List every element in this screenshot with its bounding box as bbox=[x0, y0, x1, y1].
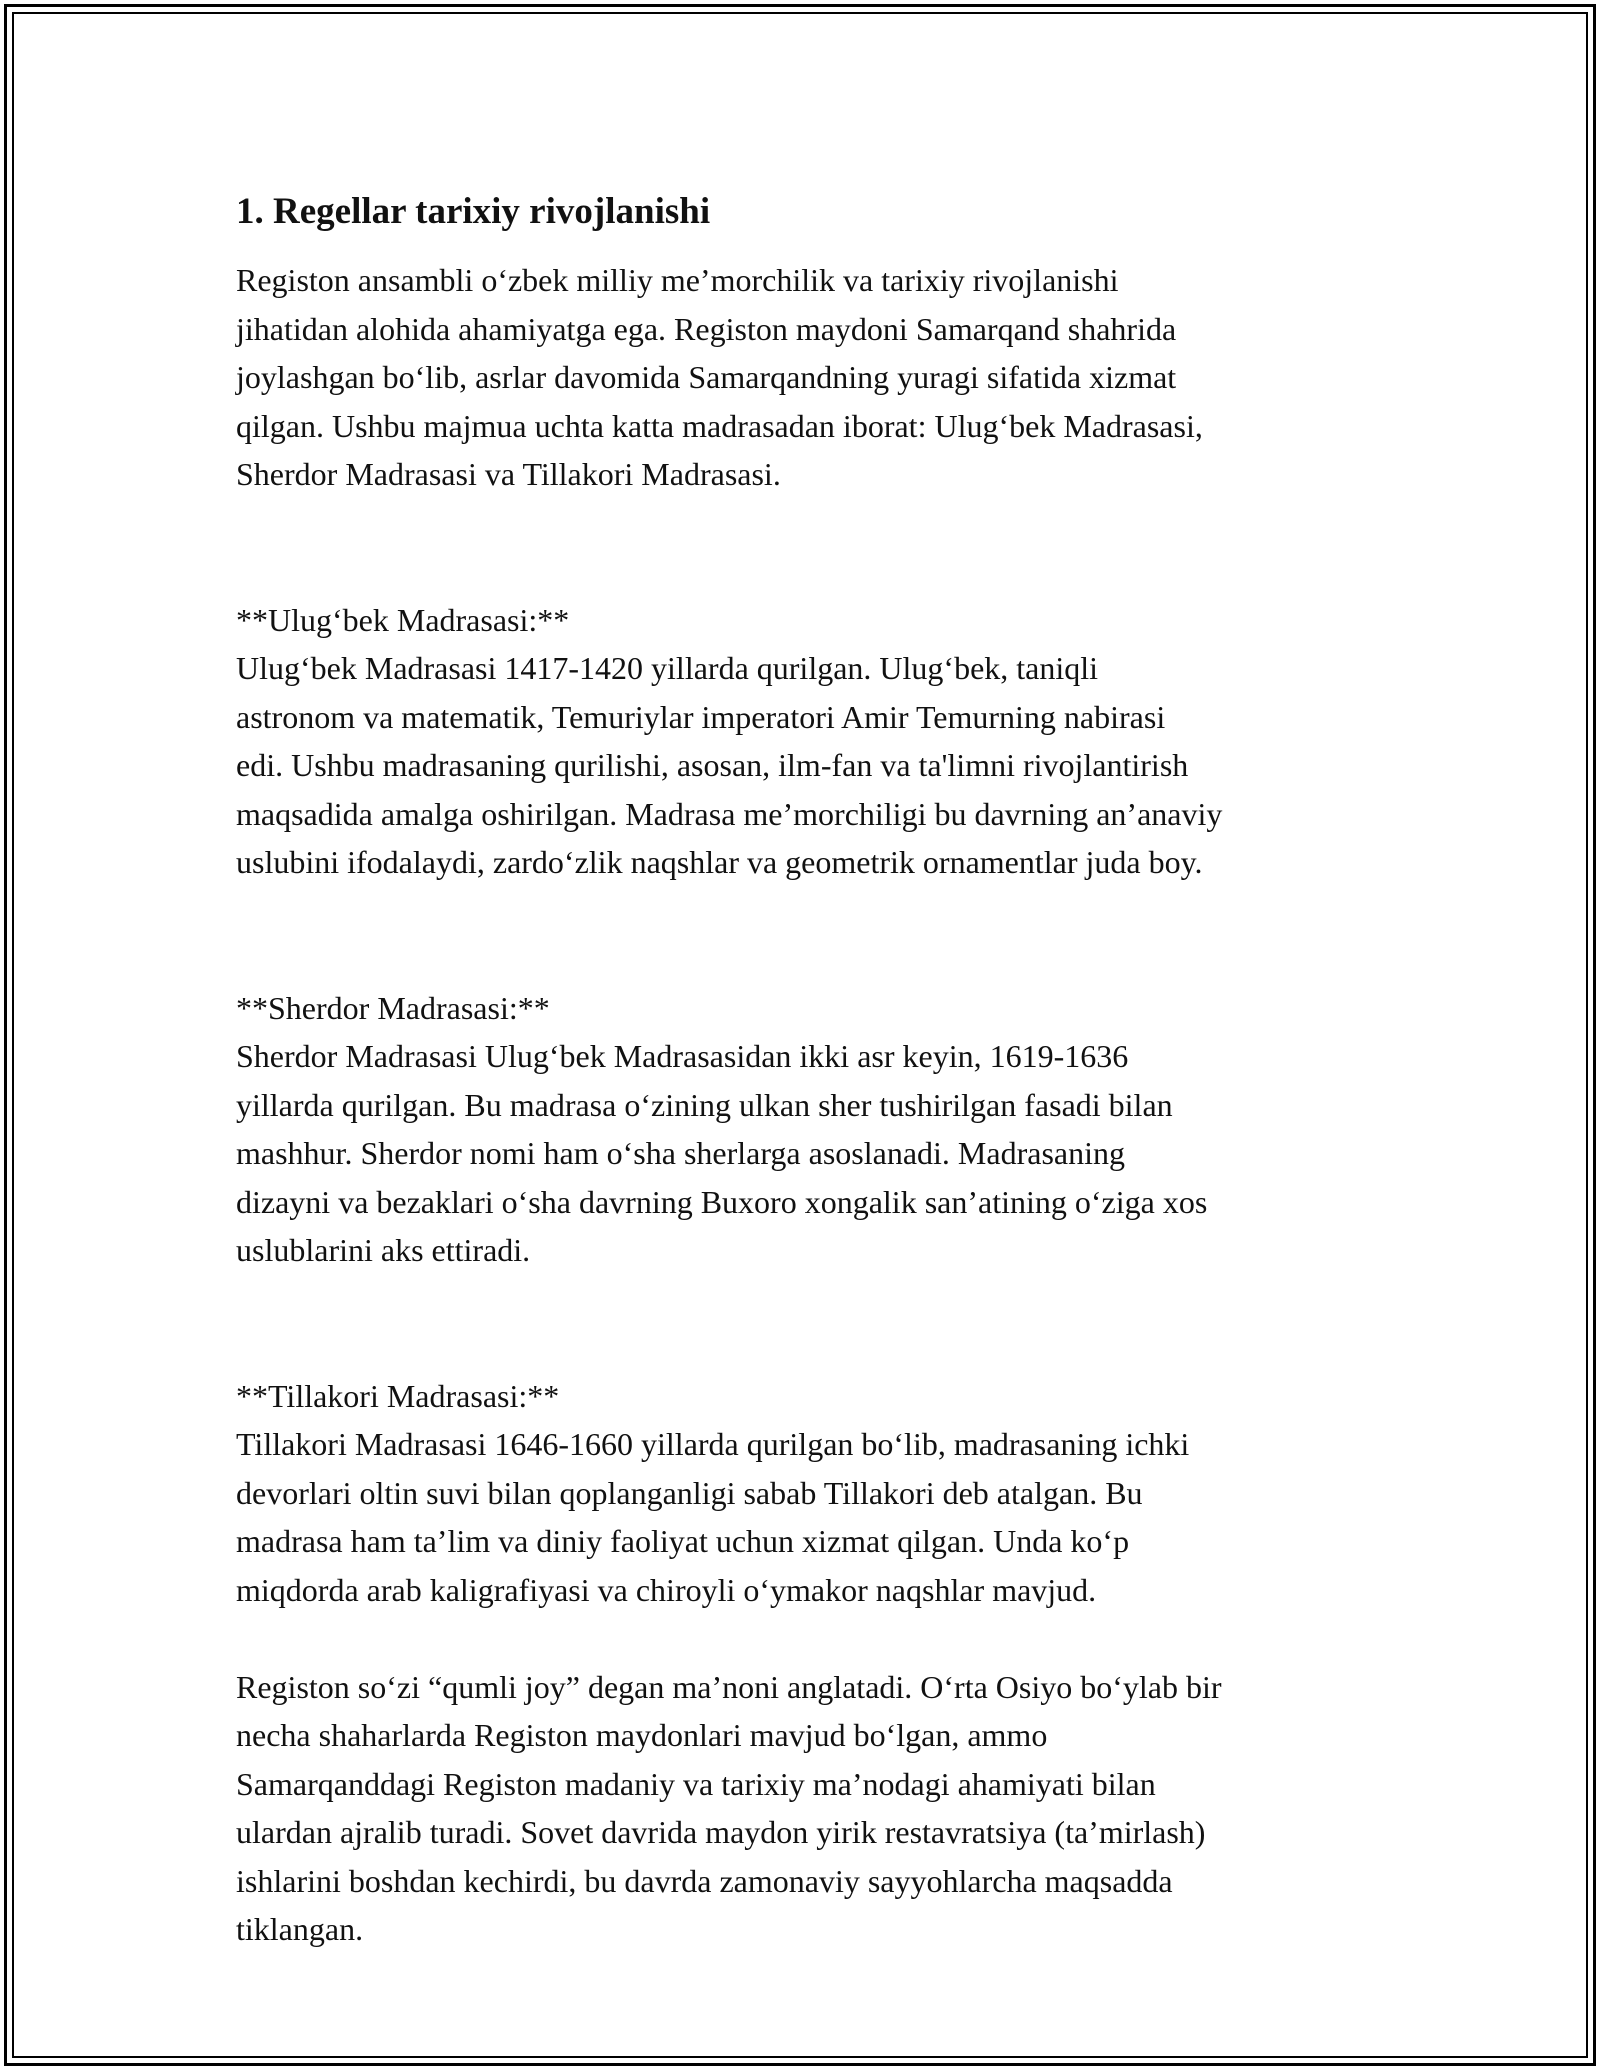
section-heading: **Sherdor Madrasasi:** bbox=[236, 989, 550, 1026]
document-body bbox=[236, 186, 1376, 2002]
section-heading: **Tillakori Madrasasi:** bbox=[236, 1377, 560, 1414]
document-title: 1. Regellar tarixiy rivojlanishi bbox=[236, 191, 711, 232]
section-body: Tillakori Madrasasi 1646-1660 yillarda qurilgan bo‘lib, madrasaning ichki devorlari oltin suvi bilan qoplanganligi sabab Tillakori deb atalgan. Bu madrasa ham ta’lim va diniy faoliyat uchun xizmat qilgan. Unda ko‘p miqdorda arab kaligrafiyasi va chiroyli o‘ymakor naqshlar mavjud. bbox=[236, 1426, 1190, 1608]
section-body: Sherdor Madrasasi Ulug‘bek Madrasasidan ikki asr keyin, 1619-1636 yillarda qurilgan. Bu madrasa o‘zining ulkan sher tushirilgan fasadi bilan mashhur. Sherdor nomi ham o‘sha sherlarga asoslanadi. Madrasaning dizayni va bezaklari o‘sha davrning Buxoro xongalik san’atining o‘ziga xos uslublarini aks ettiradi. bbox=[236, 1038, 1208, 1268]
intro-paragraph: Registon ansambli o‘zbek milliy me’morchilik va tarixiy rivojlanishi jihatidan alohida ahamiyatga ega. Registon maydoni Samarqand shahrida joylashgan bo‘lib, asrlar davomida Samarqandning yuragi sifatida xizmat qilgan. Ushbu majmua uchta katta madrasadan iborat: Ulug‘bek Madrasasi, Sherdor Madrasasi va Tillakori Madrasasi. bbox=[236, 262, 1203, 492]
section-ulugbek bbox=[236, 547, 1376, 887]
section-body: Ulug‘bek Madrasasi 1417-1420 yillarda qurilgan. Ulug‘bek, taniqli astronom va matematik, Temuriylar imperatori Amir Temurning nabirasi edi. Ushbu madrasaning qurilishi, asosan, ilm-fan va ta'limni rivojlantirish maqsadida amalga oshirilgan. Madrasa me’morchiligi bu davrning an’anaviy uslubini ifodalaydi, zardo‘zlik naqshlar va geometrik ornamentlar juda boy. bbox=[236, 650, 1223, 880]
section-tillakori bbox=[236, 1323, 1376, 1614]
closing-paragraph: Registon so‘zi “qumli joy” degan ma’noni anglatadi. O‘rta Osiyo bo‘ylab bir necha shaharlarda Registon maydonlari mavjud bo‘lgan, ammo Samarqanddagi Registon madaniy va tarixiy ma’nodagi ahamiyati bilan ulardan ajralib turadi. Sovet davrida maydon yirik restavratsiya (ta’mirlash) ishlarini boshdan kechirdi, bu davrda zamonaviy sayyohlarcha maqsadda tiklangan. bbox=[236, 1668, 1222, 1947]
section-heading: **Ulug‘bek Madrasasi:** bbox=[236, 601, 570, 638]
section-sherdor bbox=[236, 935, 1376, 1275]
